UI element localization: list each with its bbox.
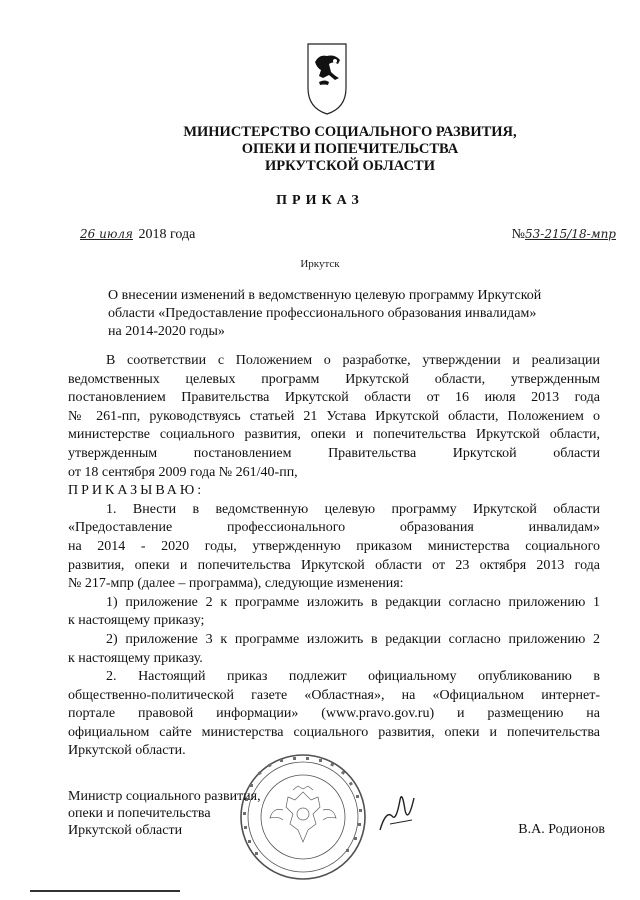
ministry-name bbox=[150, 124, 550, 175]
body-line: 1. Внести в ведомственную целевую программу Иркутской области bbox=[106, 501, 600, 517]
order-date bbox=[80, 227, 195, 243]
body-line: ведомственных целевых программ Иркутской области, утвержденным bbox=[68, 371, 600, 387]
body-line: Иркутской области. bbox=[68, 743, 186, 759]
body-line: № 217-мпр (далее – программа), следующие изменения: bbox=[68, 576, 404, 592]
number-sign: № bbox=[511, 227, 526, 242]
handwritten-date: 26 июля bbox=[80, 227, 133, 241]
bottom-divider bbox=[30, 890, 180, 892]
body-line: к настоящему приказу. bbox=[68, 650, 203, 666]
body-line: к настоящему приказу; bbox=[68, 613, 205, 629]
order-subject bbox=[108, 287, 603, 341]
signer-title bbox=[68, 788, 261, 839]
body-line: официальном сайте министерства социального развития, опеки и попечительства bbox=[68, 724, 600, 740]
coat-of-arms-icon bbox=[305, 42, 349, 116]
body-line: от 18 сентября 2009 года № 261/40-пп, bbox=[68, 464, 298, 480]
printed-year: 2018 года bbox=[138, 227, 196, 242]
ministry-line-1: МИНИСТЕРСТВО СОЦИАЛЬНОГО РАЗВИТИЯ, bbox=[183, 124, 517, 140]
body-line: развития, опеки и попечительства Иркутской области от 23 октября 2013 года bbox=[68, 557, 600, 573]
body-line: министерстве социального развития, опеки и попечительства Иркутской области, bbox=[68, 427, 600, 443]
signer-line: Иркутской области bbox=[68, 823, 183, 838]
body-line: 2. Настоящий приказ подлежит официальному опубликованию в bbox=[106, 669, 600, 685]
signer-line: опеки и попечительства bbox=[68, 806, 211, 821]
city: Иркутск bbox=[300, 258, 340, 270]
subject-line: на 2014-2020 годы» bbox=[108, 324, 225, 339]
body-line: утвержденным постановлением Правительства Иркутской области bbox=[68, 445, 600, 461]
subject-line: области «Предоставление профессионального образования инвалидам» bbox=[108, 306, 537, 321]
body-line: 2) приложение 3 к программе изложить в редакции согласно приложению 2 bbox=[106, 631, 600, 647]
order-command: ПРИКАЗЫВАЮ: bbox=[68, 483, 205, 499]
body-line: № 261-пп, руководствуясь статьей 21 Устава Иркутской области, Положением о bbox=[68, 408, 600, 424]
body-line: В соответствии с Положением о разработке, утверждении и реализации bbox=[106, 353, 600, 368]
body-line: 1) приложение 2 к программе изложить в редакции согласно приложению 1 bbox=[106, 594, 600, 610]
signer-name: В.А. Родионов bbox=[518, 822, 605, 837]
body-line: на 2014 - 2020 годы, утвержденную приказом министерства социального bbox=[68, 538, 600, 554]
handwritten-number: 53-215/18-мпр bbox=[525, 227, 616, 241]
body-line: портале правовой информации» (www.pravo.gov.ru) и размещению на bbox=[68, 706, 600, 722]
order-title: ПРИКАЗ bbox=[276, 193, 364, 208]
signer-line: Министр социального развития, bbox=[68, 789, 261, 804]
ministry-line-2: ОПЕКИ И ПОПЕЧИТЕЛЬСТВА bbox=[241, 141, 459, 157]
body-line: общественно-политической газете «Областная», на «Официальном интернет- bbox=[68, 687, 600, 703]
order-body bbox=[68, 352, 600, 761]
signature-icon bbox=[372, 780, 422, 838]
subject-line: О внесении изменений в ведомственную целевую программу Иркутской bbox=[108, 288, 542, 303]
ministry-line-3: ИРКУТСКОЙ ОБЛАСТИ bbox=[265, 158, 435, 174]
order-number bbox=[512, 227, 616, 243]
body-line: «Предоставление профессионального образования инвалидам» bbox=[68, 520, 600, 536]
body-line: постановлением Правительства Иркутской области от 16 июля 2013 года bbox=[68, 390, 600, 406]
